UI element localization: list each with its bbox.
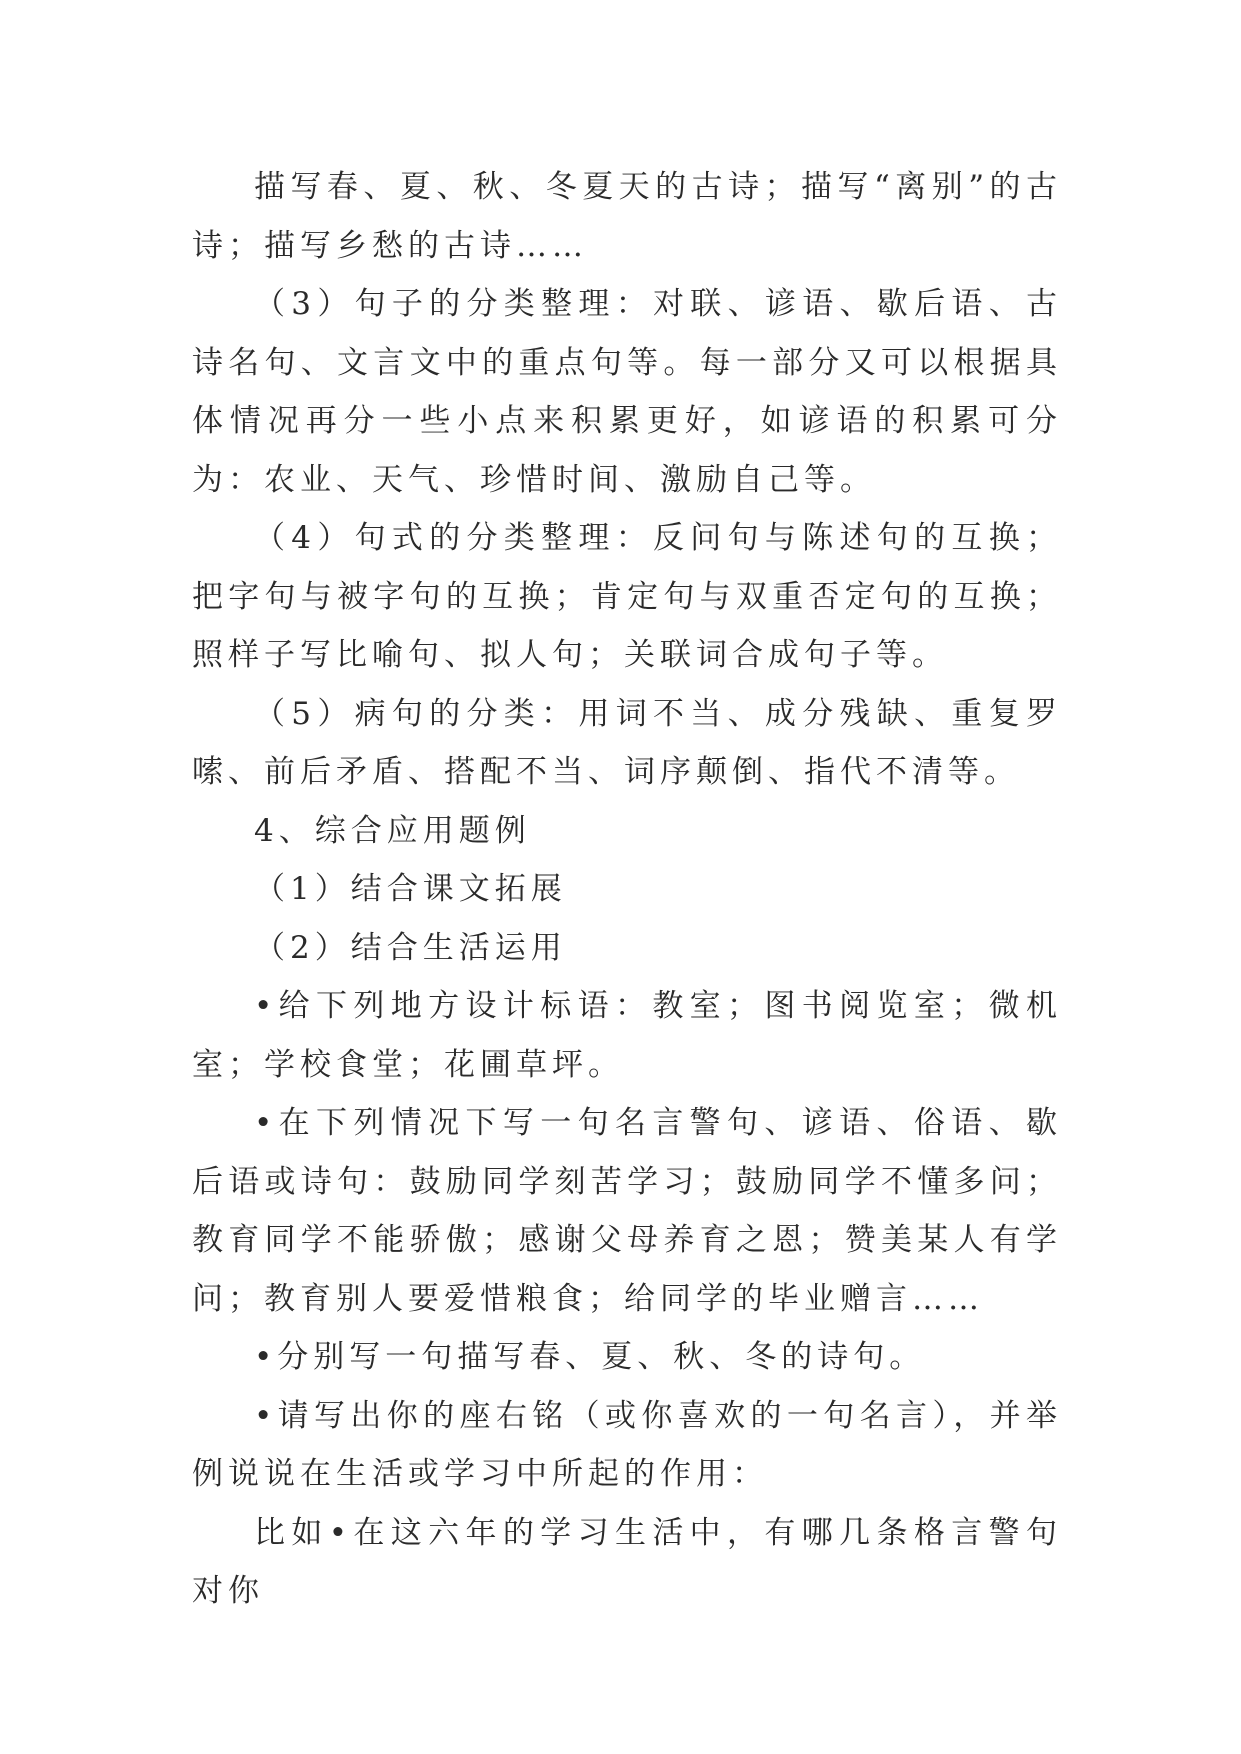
bullet-quotes: •在下列情况下写一句名言警句、谚语、俗语、歇后语或诗句：鼓励同学刻苦学习；鼓励同学不懂多问；教育同学不能骄傲；感谢父母养育之恩；赞美某人有学问；教育别人要爱惜粮食；给同学的毕业赠言…… — [192, 1105, 1062, 1317]
item-life-application: （2）结合生活运用 — [254, 929, 567, 966]
paragraph-sentence-patterns: （4）句式的分类整理：反问句与陈述句的互换；把字句与被字句的互换；肯定句与双重否定句的互换；照样子写比喻句、拟人句；关联词合成句子等。 — [192, 520, 1062, 673]
bullet-motto: •请写出你的座右铭（或你喜欢的一句名言），并举例说说在生活或学习中所起的作用： — [192, 1397, 1062, 1492]
bullet-season-poems: •分别写一句描写春、夏、秋、冬的诗句。 — [254, 1339, 926, 1375]
paragraph-example: 比如•在这六年的学习生活中，有哪几条格言警句对你 — [192, 1514, 1062, 1609]
paragraph-poems: 描写春、夏、秋、冬夏天的古诗；描写“离别”的古诗；描写乡愁的古诗…… — [192, 169, 1062, 264]
paragraph-sentence-classification: （3）句子的分类整理：对联、谚语、歇后语、古诗名句、文言文中的重点句等。每一部分又可以根据具体情况再分一些小点来积累更好，如谚语的积累可分为：农业、天气、珍惜时间、激励自己等。 — [192, 286, 1062, 498]
document-body — [192, 158, 1062, 1621]
bullet-slogans: •给下列地方设计标语：教室；图书阅览室；微机室；学校食堂；花圃草坪。 — [192, 988, 1062, 1083]
item-textbook-extension: （1）结合课文拓展 — [254, 871, 567, 907]
section-heading-applications: 4、综合应用题例 — [254, 812, 531, 849]
paragraph-faulty-sentences: （5）病句的分类：用词不当、成分残缺、重复罗嗦、前后矛盾、搭配不当、词序颠倒、指代不清等。 — [192, 695, 1062, 790]
